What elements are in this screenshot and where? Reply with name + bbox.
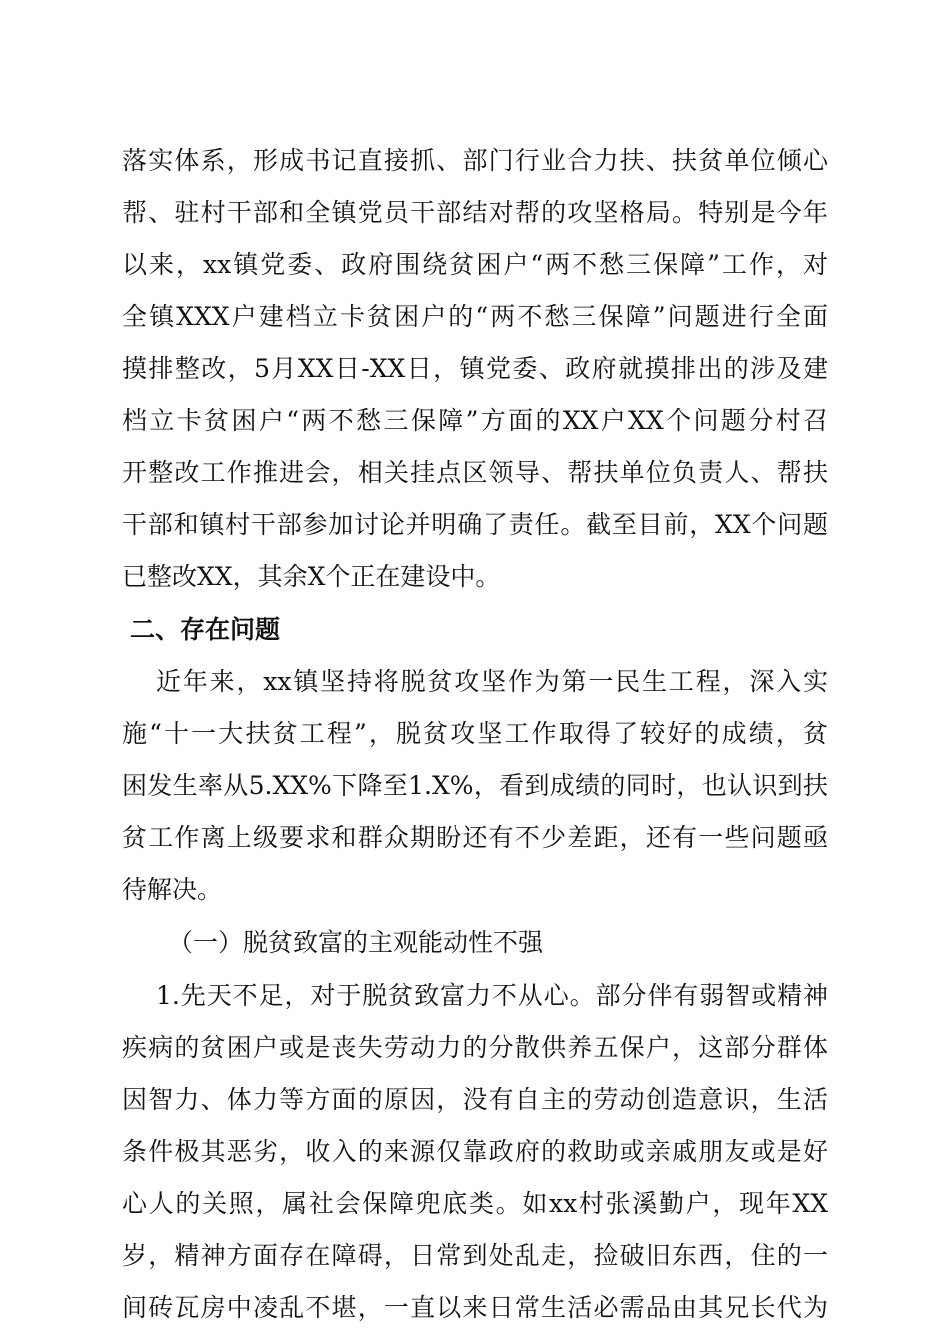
paragraph-line: 待解决。 [122,875,223,904]
paragraph-congenital-deficiency [122,970,828,1334]
paragraph-line: 岁，精神方面存在障碍，日常到处乱走，捡破旧东西，住的一 [122,1241,828,1270]
paragraph-line: 全镇XXX户建档立卡贫困户的“两不愁三保障”问题进行全面 [122,302,828,331]
paragraph-line: 困发生率从5.XX%下降至1.X%，看到成绩的同时，也认识到扶 [122,771,828,800]
paragraph-work-system [122,135,828,603]
document-body [122,135,828,1334]
paragraph-line: 间砖瓦房中凌乱不堪，一直以来日常生活必需品由其兄长代为 [122,1293,828,1322]
subsection-heading: （一）脱贫致富的主观能动性不强 [168,928,544,957]
paragraph-line: 心人的关照，属社会保障兜底类。如xx村张溪勤户，现年XX [122,1189,828,1218]
paragraph-line: 摸排整改，5月XX日-XX日，镇党委、政府就摸排出的涉及建 [122,354,828,383]
paragraph-line: 干部和镇村干部参加讨论并明确了责任。截至目前，XX个问题 [122,510,828,539]
paragraph-line: 帮、驻村干部和全镇党员干部结对帮的攻坚格局。特别是今年 [122,198,828,227]
paragraph-line: 落实体系，形成书记直接抓、部门行业合力扶、扶贫单位倾心 [122,146,828,175]
paragraph-line: 档立卡贫困户“两不愁三保障”方面的XX户XX个问题分村召 [122,406,828,435]
paragraph-problems-intro [122,656,828,916]
paragraph-line: 施“十一大扶贫工程”，脱贫攻坚工作取得了较好的成绩，贫 [122,719,828,748]
paragraph-line: 以来，xx镇党委、政府围绕贫困户“两不愁三保障”工作，对 [122,250,828,279]
paragraph-line: 因智力、体力等方面的原因，没有自主的劳动创造意识，生活 [122,1085,828,1114]
paragraph-line: 1.先天不足，对于脱贫致富力不从心。部分伴有弱智或精神 [156,981,828,1010]
paragraph-line: 近年来，xx镇坚持将脱贫攻坚作为第一民生工程，深入实 [156,667,828,696]
paragraph-line: 已整改XX，其余X个正在建设中。 [122,562,501,591]
paragraph-line: 开整改工作推进会，相关挂点区领导、帮扶单位负责人、帮扶 [122,458,828,487]
paragraph-line: 贫工作离上级要求和群众期盼还有不少差距，还有一些问题亟 [122,823,828,852]
paragraph-line: 疾病的贫困户或是丧失劳动力的分散供养五保户，这部分群体 [122,1033,828,1062]
paragraph-line: 条件极其恶劣，收入的来源仅靠政府的救助或亲戚朋友或是好 [122,1137,828,1166]
section-heading: 二、存在问题 [130,615,281,644]
